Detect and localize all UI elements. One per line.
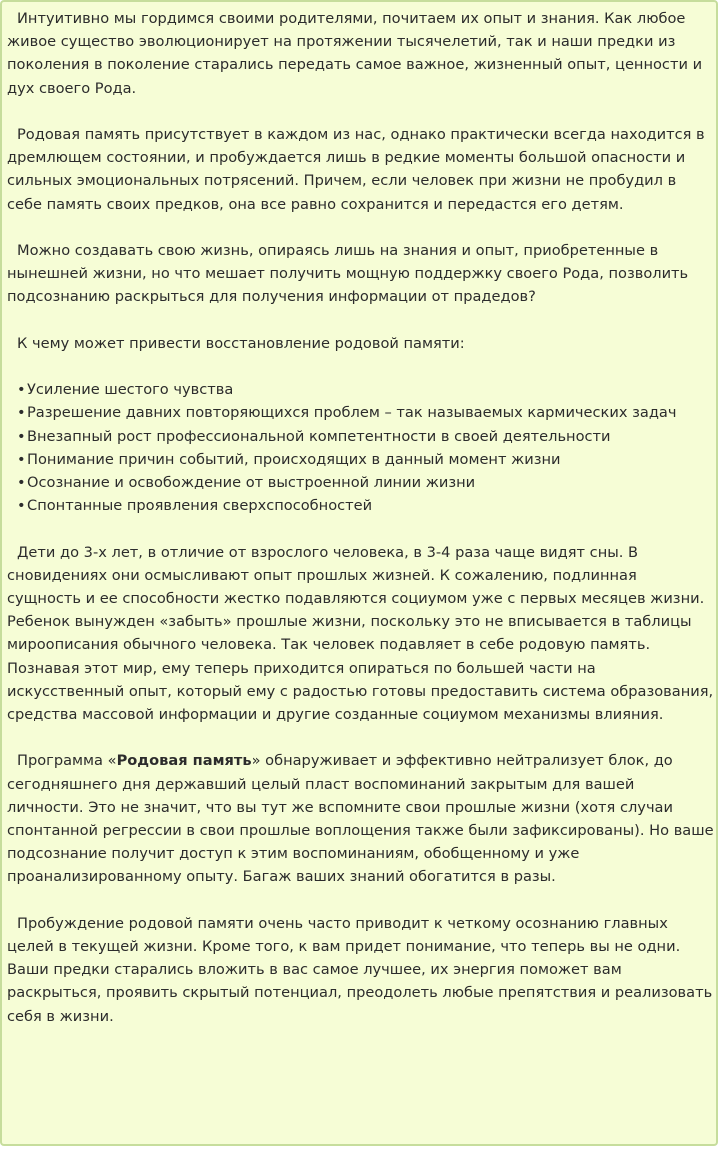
list-item: •Понимание причин событий, происходящих в данный момент жизни: [7, 448, 715, 471]
list-item: •Разрешение давних повторяющихся проблем – так называемых кармических задач: [7, 401, 715, 424]
list-item: •Внезапный рост профессиональной компетентности в своей деятельности: [7, 425, 715, 448]
list-item: •Спонтанные проявления сверхспособностей: [7, 494, 715, 517]
bullet-icon: •: [17, 474, 26, 491]
paragraph-program: Программа «Родовая память» обнаруживает и эффективно нейтрализует блок, до сегодняшнего дня державший целый пласт воспоминаний закрытым для вашей личности. Это не значит, что вы тут же вспомните свои прошлые жизни (хотя случаи спонтанной регрессии в свои прошлые воплощения также были зафиксированы). Но ваше подсознание получит доступ к этим воспоминаниям, обобщенному и уже проанализированному опыту. Багаж ваших знаний обогатится в разы.: [7, 752, 714, 886]
benefits-list: [7, 378, 715, 517]
list-item: •Усиление шестого чувства: [7, 378, 715, 401]
program-name: Родовая память: [116, 752, 252, 770]
bullet-icon: •: [17, 404, 26, 422]
paragraph-support-of-kin: Можно создавать свою жизнь, опираясь лишь на знания и опыт, приобретенные в нынешней жизни, но что мешает получить мощную поддержку своего Рода, позволить подсознанию раскрыться для получения информации от прадедов?: [7, 242, 689, 306]
paragraph-awakening: Пробуждение родовой памяти очень часто приводит к четкому осознанию главных целей в текущей жизни. Кроме того, к вам придет понимание, что теперь вы не одни. Ваши предки старались вложить в вас самое лучшее, их энергия поможет вам раскрыться, проявить скрытый потенциал, преодолеть любые препятствия и реализовать себя в жизни.: [7, 914, 713, 1025]
bullet-icon: •: [17, 450, 26, 468]
bullet-icon: •: [17, 427, 26, 445]
bullet-icon: •: [17, 497, 26, 515]
article-body: [7, 7, 715, 1051]
paragraph-intro: Интуитивно мы гордимся своими родителями, почитаем их опыт и знания. Как любое живое существо эволюционирует на протяжении тысячелетий, так и наши предки из поколения в поколение старались передать самое важное, жизненный опыт, ценности и дух своего Рода.: [7, 10, 703, 97]
bullet-icon: •: [17, 381, 26, 399]
paragraph-list-intro: К чему может привести восстановление родовой памяти:: [17, 334, 465, 352]
list-item: •Осознание и освобождение от выстроенной линии жизни: [7, 471, 715, 494]
paragraph-children-dreams: Дети до 3-х лет, в отличие от взрослого человека, в 3-4 раза чаще видят сны. В сновидениях они осмысливают опыт прошлых жизней. К сожалению, подлинная сущность и ее способности жестко подавляются социумом уже с первых месяцев жизни. Ребенок вынужден «забыть» прошлые жизни, поскольку это не вписывается в таблицы мироописания обычного человека. Так человек подавляет в себе родовую память. Познавая этот мир, ему теперь приходится опираться по большей части на искусственный опыт, который ему с радостью готовы предоставить система образования, средства массовой информации и другие созданные социумом механизмы влияния.: [7, 543, 714, 724]
paragraph-ancestral-memory: Родовая память присутствует в каждом из нас, однако практически всегда находится в дремлющем состоянии, и пробуждается лишь в редкие моменты большой опасности и сильных эмоциональных потрясений. Причем, если человек при жизни не пробудил в себе память своих предков, она все равно сохранится и передастся его детям.: [7, 126, 705, 213]
